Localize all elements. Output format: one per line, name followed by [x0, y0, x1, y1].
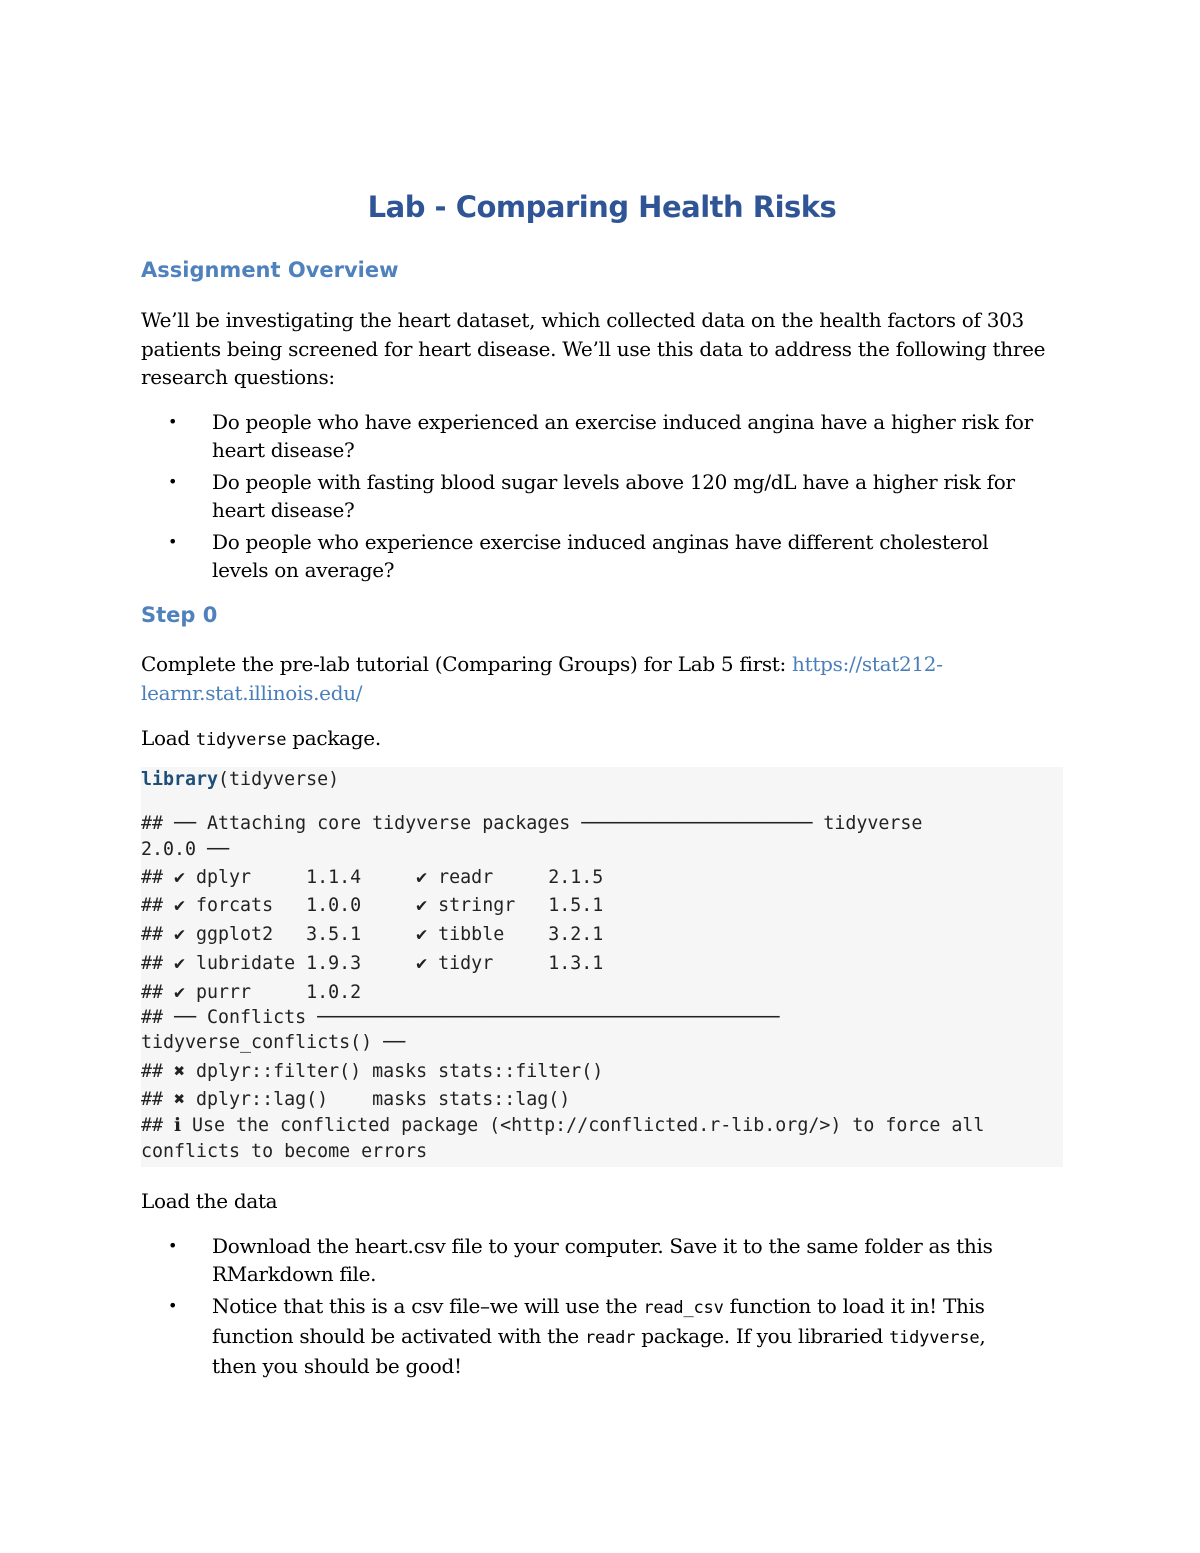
- overview-line-1: We’ll be investigating the heart dataset, which collected data on the health factors of 303: [141, 308, 1024, 332]
- code-call: [141, 769, 339, 790]
- bullet-text: package. If you libraried: [635, 1324, 890, 1348]
- bullet-text: function to load it in! This: [723, 1294, 985, 1318]
- bullet-text: ,: [979, 1324, 986, 1348]
- code-output-line: ## ── Conflicts ──────────────────────────────────────────: [141, 1007, 780, 1028]
- bullet-text: RMarkdown file.: [212, 1262, 377, 1286]
- step-0-intro: [141, 650, 1063, 707]
- code-output-line: ## ✔ dplyr 1.1.4 ✔ readr 2.1.5: [141, 867, 604, 888]
- list-item: [141, 408, 1063, 464]
- code-output-line: conflicts to become errors: [141, 1141, 428, 1162]
- load-prefix: Load: [141, 726, 196, 750]
- inline-code: read_csv: [643, 1298, 724, 1318]
- research-questions-list: [141, 408, 1063, 588]
- bullet-text: then you should be good!: [212, 1354, 462, 1378]
- list-item: [141, 468, 1063, 524]
- page-title: Lab - Comparing Health Risks: [367, 190, 837, 224]
- link-text: https://stat212-: [792, 652, 943, 676]
- bullet-icon: •: [168, 1236, 178, 1255]
- overview-line-2: patients being screened for heart disease. We’ll use this data to address the following three: [141, 336, 1046, 361]
- question-text: heart disease?: [212, 498, 355, 522]
- bullet-text: Notice that this is a csv file–we will use the: [212, 1294, 644, 1318]
- bullet-icon: •: [168, 412, 178, 431]
- code-output-line: ## ✔ purrr 1.0.2: [141, 982, 362, 1003]
- question-text: levels on average?: [212, 558, 395, 582]
- code-output-line: ## ✖ dplyr::lag() masks stats::lag(): [141, 1089, 571, 1110]
- code-output-line: ## ✔ forcats 1.0.0 ✔ stringr 1.5.1: [141, 895, 604, 916]
- code-output-line: ## ── Attaching core tidyverse packages ───────────────────── tidyverse: [141, 813, 923, 834]
- code-output-line: 2.0.0 ──: [141, 839, 230, 860]
- bullet-icon: •: [168, 1296, 178, 1315]
- inline-code: readr: [585, 1328, 636, 1348]
- code-output-line: tidyverse_conflicts() ──: [141, 1032, 406, 1053]
- step-0-heading: Step 0: [141, 603, 218, 627]
- load-data-heading: Load the data: [141, 1189, 278, 1213]
- code-output-line: ## ✔ ggplot2 3.5.1 ✔ tibble 3.2.1: [141, 924, 604, 945]
- code-output-line: ## ✔ lubridate 1.9.3 ✔ tidyr 1.3.1: [141, 953, 604, 974]
- code-output-line: ## ℹ Use the conflicted package (<http://conflicted.r-lib.org/>) to force all: [141, 1115, 985, 1136]
- bullet-icon: •: [168, 532, 178, 551]
- list-item: [141, 1232, 1063, 1288]
- question-text: Do people with fasting blood sugar levels above 120 mg/dL have a higher risk for: [212, 470, 1015, 494]
- list-item: [141, 1292, 1063, 1380]
- code-output-line: ## ✖ dplyr::filter() masks stats::filter(): [141, 1061, 604, 1082]
- step-0-intro-text: Complete the pre-lab tutorial (Comparing Groups) for Lab 5 first:: [141, 652, 793, 676]
- bullet-text: function should be activated with the: [212, 1324, 586, 1348]
- assignment-overview-heading: Assignment Overview: [141, 258, 399, 282]
- bullet-text: Download the heart.csv file to your computer. Save it to the same folder as this: [212, 1234, 993, 1258]
- load-suffix: package.: [286, 726, 381, 750]
- list-item: [141, 528, 1063, 584]
- load-package-instruction: [141, 724, 1063, 755]
- inline-code: tidyverse: [195, 730, 287, 750]
- code-block: [141, 767, 1063, 1167]
- load-data-list: [141, 1232, 1063, 1384]
- inline-code: tidyverse: [889, 1328, 980, 1348]
- link-text: learnr.stat.illinois.edu/: [141, 680, 363, 705]
- question-text: heart disease?: [212, 438, 355, 462]
- question-text: Do people who experience exercise induced anginas have different cholesterol: [212, 530, 989, 554]
- question-text: Do people who have experienced an exercise induced angina have a higher risk for: [212, 410, 1033, 434]
- code-argument: (tidyverse): [218, 769, 340, 790]
- bullet-icon: •: [168, 472, 178, 491]
- overview-paragraph: [141, 306, 1063, 392]
- code-function: library: [141, 769, 219, 790]
- overview-line-3: research questions:: [141, 365, 335, 389]
